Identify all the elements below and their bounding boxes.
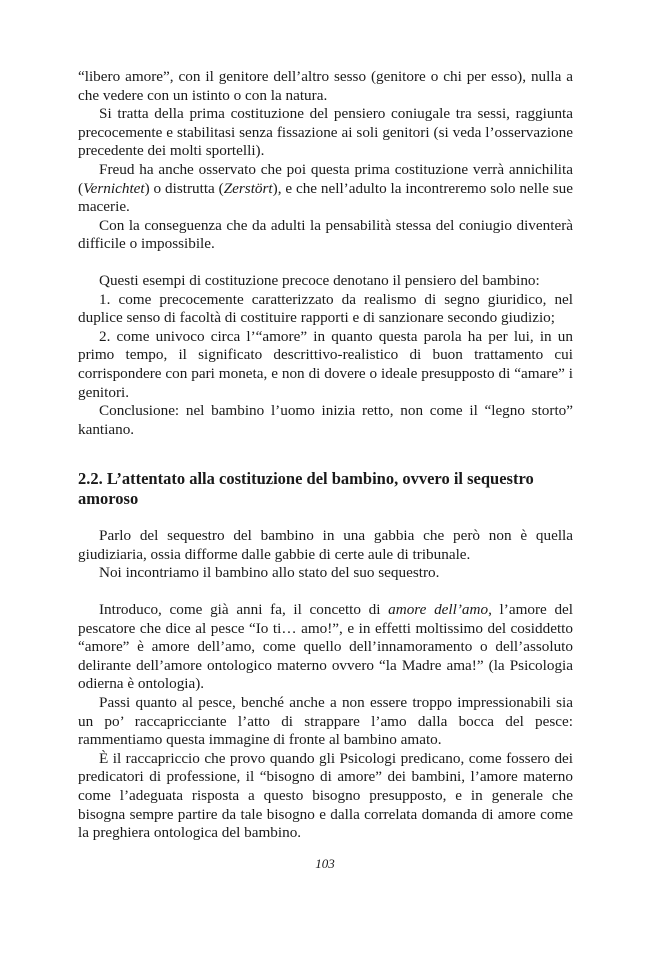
list-item: 1. come precocemente caratterizzato da realismo di segno giuridico, nel duplice senso di facoltà di costituire rapporti e di sanzionare secondo giudizio; bbox=[78, 290, 573, 327]
paragraph: Freud ha anche osservato che poi questa prima costituzione verrà annichilita (Vernichtet) o distrutta (Zerstört), e che nell’adulto la incontreremo solo nelle sue macerie. bbox=[78, 160, 573, 216]
paragraph: Con la conseguenza che da adulti la pensabilità stessa del coniugio diventerà difficile o impossibile. bbox=[78, 216, 573, 253]
section-heading: 2.2. L’attentato alla costituzione del bambino, ovvero il sequestro amoroso bbox=[78, 469, 534, 509]
page-number: 103 bbox=[315, 856, 335, 871]
paragraph: È il raccapriccio che provo quando gli Psicologi predicano, come fossero dei predicatori di professione, il “bisogno di amore” dei bambini, l’amore materno come l’adeguata risposta a questo bisogno presupposto, e in generale che bisogna sempre partire da tale bisogno e dalla correlata domanda di amore come la preghiera ontologica del bambino. bbox=[78, 749, 573, 842]
paragraph: Si tratta della prima costituzione del pensiero coniugale tra sessi, raggiunta precocemente e stabilitasi senza fissazione ai soli genitori (si veda l’osservazione precedente dei molti sportelli). bbox=[78, 105, 573, 160]
list-item: 2. come univoco circa l’“amore” in quanto questa parola ha per lui, in un primo tempo, il significato descrittivo-realistico di buon trattamento cui corrispondere con pari moneta, e non di dovere o ideale presupposto di “amare” i genitori. bbox=[78, 327, 573, 401]
paragraph: Conclusione: nel bambino l’uomo inizia retto, non come il “legno storto” kantiano. bbox=[78, 402, 573, 438]
paragraph: Passi quanto al pesce, benché anche a non essere troppo impressionabili sia un po’ raccapricciante l’atto di strappare l’amo dalla bocca del pesce: rammentiamo questa immagine di fronte al bambino amato. bbox=[78, 694, 573, 749]
german-term: Vernichtet bbox=[83, 179, 145, 197]
key-term: amore dell’amo bbox=[388, 601, 489, 619]
paragraph: Introduco, come già anni fa, il concetto di amore dell’amo, l’amore del pescatore che dice al pesce “Io ti… amo!”, e in effetti moltissimo del cosiddetto “amore” è amore dell’amo, come quello dell’innamoramento o dell’assoluto delirante dell’amore ontologico materno ovvero “la Madre ama!” (la Psicologia odierna è ontologia). bbox=[78, 601, 574, 693]
body-text bbox=[78, 68, 573, 843]
paragraph: “libero amore”, con il genitore dell’altro sesso (genitore o chi per esso), nulla a che vedere con un istinto o con la natura. bbox=[78, 68, 573, 104]
paragraph: Questi esempi di costituzione precoce denotano il pensiero del bambino: bbox=[99, 271, 540, 289]
german-term: Zerstört bbox=[223, 179, 273, 197]
paragraph: Noi incontriamo il bambino allo stato del suo sequestro. bbox=[99, 564, 440, 582]
paragraph: Parlo del sequestro del bambino in una gabbia che però non è quella giudiziaria, ossia difforme dalle gabbie di certe aule di tribunale. bbox=[78, 527, 573, 563]
